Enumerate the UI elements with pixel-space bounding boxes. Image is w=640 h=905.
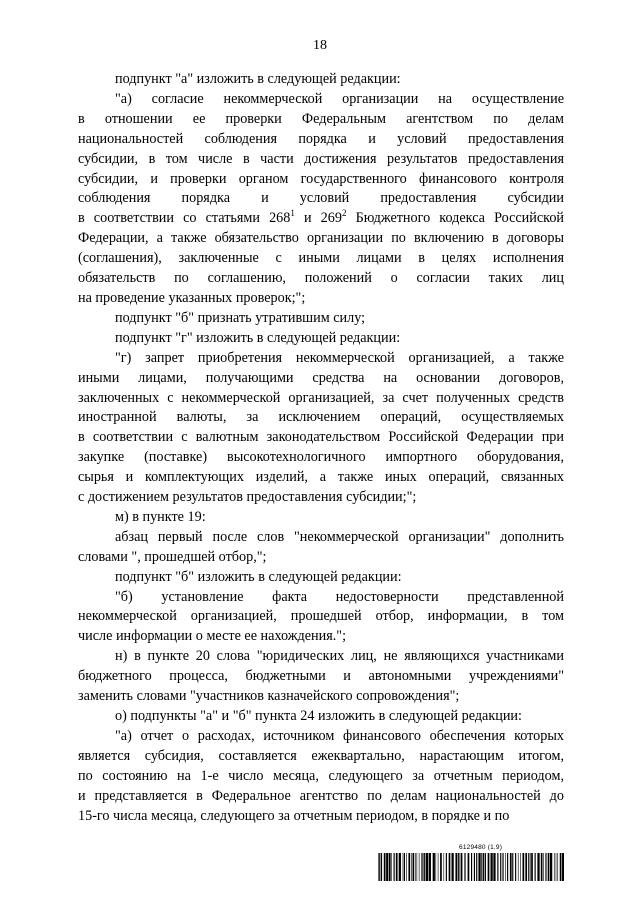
paragraph — [78, 647, 564, 707]
text-line: некоммерческой организацией, прошедшей отбор, информации, в том — [78, 608, 564, 625]
barcode-bar — [554, 853, 555, 881]
barcode-bar — [438, 853, 439, 881]
barcode-bar — [502, 853, 503, 881]
barcode-bar — [491, 853, 493, 881]
text-line: подпункт "б" признать утратившим силу; — [115, 309, 366, 326]
barcode-bar — [465, 853, 466, 881]
text-line: "а) отчет о расходах, источником финансового обеспечения которых — [115, 727, 564, 744]
barcode-bar — [518, 853, 519, 881]
barcode-bar — [446, 853, 447, 881]
paragraph — [78, 707, 564, 727]
barcode-bar — [381, 853, 382, 881]
barcode-bar — [476, 853, 477, 881]
barcode-bar — [399, 853, 401, 881]
document-code: 6129480 (1.9) — [459, 844, 503, 851]
paragraph — [78, 568, 564, 588]
barcode-bar — [500, 853, 501, 881]
text-line: национальностей соблюдения порядка и условий предоставления — [78, 130, 564, 147]
barcode-bar — [474, 853, 475, 881]
barcode-bar — [415, 853, 416, 881]
text-line: словами ", прошедшей отбор,"; — [78, 548, 267, 565]
document-body — [78, 70, 564, 826]
text-line: подпункт "г" изложить в следующей редакции: — [115, 329, 401, 346]
barcode-bar — [523, 853, 525, 881]
barcode-bar — [468, 853, 470, 881]
paragraph — [78, 329, 564, 349]
text-line: соблюдения порядка и условий предоставления субсидии — [78, 190, 564, 207]
text-line: Федерации, а также обязательство организации по включению в договоры — [78, 230, 564, 247]
paragraph — [78, 727, 564, 827]
text-line: иными лицами, получающими средства на основании договоров, — [78, 369, 564, 386]
paragraph — [78, 528, 564, 568]
article-ref-text: и 269 — [294, 210, 342, 227]
text-line: и представляется в Федеральное агентство по делам национальностей до — [78, 787, 564, 804]
text-line: заключенных с некоммерческой организацией, за счет полученных средств — [78, 389, 564, 406]
paragraph — [78, 588, 564, 648]
barcode-bar — [426, 853, 428, 881]
barcode-bar — [411, 853, 412, 881]
paragraph — [78, 309, 564, 329]
barcode-bar — [419, 853, 420, 881]
barcode-bar — [507, 853, 508, 881]
barcode-bar — [528, 853, 529, 881]
barcode-bar — [530, 853, 531, 881]
barcode-bar — [483, 853, 484, 881]
barcode-bar — [510, 853, 512, 881]
text-line: бюджетного процесса, бюджетными и автономными учреждениями" — [78, 668, 564, 685]
barcode-bar — [404, 853, 405, 881]
text-line: обязательств по соглашению, положений о согласии таких лиц — [78, 270, 564, 287]
barcode-bar — [433, 853, 435, 881]
barcode-bar — [512, 853, 513, 881]
barcode-bar — [378, 853, 379, 881]
barcode-bar — [389, 853, 391, 881]
barcode-image — [378, 853, 564, 881]
barcode-bar — [560, 853, 562, 881]
text-line: субсидии, в том числе в части достижения результатов предоставления — [78, 150, 564, 167]
barcode-bar — [464, 853, 465, 881]
barcode-bar — [394, 853, 395, 881]
barcode-bar — [449, 853, 451, 881]
barcode-bar — [535, 853, 536, 881]
barcode-bar — [406, 853, 407, 881]
text-line: заменить словами "участников казначейского сопровождения"; — [78, 688, 460, 705]
text-line: абзац первый после слов "некоммерческой организации" дополнить — [115, 528, 564, 545]
barcode-bar — [556, 853, 557, 881]
text-line: "а) согласие некоммерческой организации на осуществление — [115, 90, 564, 107]
text-line: в отношении ее проверки Федеральным агентством по делам — [78, 110, 564, 127]
barcode-bar — [481, 853, 482, 881]
paragraph — [78, 70, 564, 90]
barcode-bar — [531, 853, 533, 881]
barcode-bar — [515, 853, 516, 881]
paragraph — [78, 90, 564, 309]
barcode-bar — [408, 853, 410, 881]
text-line: субсидии, и проверки органом государственного финансового контроля — [78, 170, 564, 187]
text-line-with-superscripts — [78, 209, 564, 229]
barcode-bar — [436, 853, 437, 881]
text-line: иностранной валюты, за исключением операций, осуществляемых — [78, 409, 564, 426]
barcode-bar — [488, 853, 490, 881]
barcode-bar — [543, 853, 544, 881]
barcode-bar — [384, 853, 386, 881]
barcode-bar — [417, 853, 418, 881]
barcode-bar — [444, 853, 445, 881]
barcode-bar — [421, 853, 422, 881]
text-line: м) в пункте 19: — [115, 508, 206, 525]
barcode-bar — [440, 853, 442, 881]
text-line: "г) запрет приобретения некоммерческой организацией, а также — [115, 349, 564, 366]
text-line: закупке (поставке) высокотехнологичного импортного оборудования, — [78, 449, 564, 466]
text-line: подпункт "б" изложить в следующей редакции: — [115, 568, 402, 585]
barcode-bar — [461, 853, 463, 881]
text-line: (соглашения), заключенные с иными лицами в целях исполнения — [78, 250, 564, 267]
barcode-bar — [460, 853, 461, 881]
barcode-bar — [424, 853, 425, 881]
barcode-bar — [557, 853, 558, 881]
text-line: "б) установление факта недостоверности представленной — [115, 588, 564, 605]
barcode-bar — [537, 853, 539, 881]
barcode-bar — [413, 853, 415, 881]
barcode-bar — [391, 853, 392, 881]
text-line: сырья и комплектующих изделий, а также иных операций, связанных — [78, 469, 564, 486]
text-line: по состоянию на 1-е число месяца, следующего за отчетным периодом, — [78, 767, 564, 784]
article-ref-text: в соответствии со статьями 268 — [78, 210, 291, 227]
barcode-bar — [396, 853, 398, 881]
barcode-bar — [403, 853, 404, 881]
superscript: 1 — [290, 208, 295, 219]
barcode-bar — [429, 853, 431, 881]
text-line: 15-го числа месяца, следующего за отчетным периодом, в порядке и по — [78, 807, 510, 824]
barcode-bar — [379, 853, 380, 881]
barcode-bar — [493, 853, 495, 881]
text-line: числе информации о месте ее нахождения."; — [78, 628, 347, 645]
text-line: с достижением результатов предоставления субсидии;"; — [78, 489, 417, 506]
barcode-bar — [452, 853, 454, 881]
barcode-bar — [562, 853, 564, 881]
barcode-bar — [525, 853, 527, 881]
paragraph — [78, 508, 564, 528]
barcode-bar — [541, 853, 543, 881]
barcode-bar — [505, 853, 506, 881]
text-line: н) в пункте 20 слова "юридических лиц, не являющихся участниками — [115, 648, 564, 665]
barcode-bar — [545, 853, 546, 881]
barcode-bar — [497, 853, 498, 881]
superscript: 2 — [341, 208, 347, 219]
barcode-bar — [478, 853, 480, 881]
barcode-bar — [485, 853, 486, 881]
barcode-bar — [550, 853, 552, 881]
barcode-bar — [520, 853, 521, 881]
text-line: в соответствии с валютным законодательством Российской Федерации при — [78, 429, 564, 446]
barcode-bar — [455, 853, 457, 881]
barcode-bar — [386, 853, 388, 881]
barcode-bar — [458, 853, 459, 881]
barcode-bar — [548, 853, 550, 881]
text-line: является субсидия, составляется ежеквартально, нарастающим итогом, — [78, 747, 564, 764]
barcode-bar — [422, 853, 423, 881]
paragraph — [78, 349, 564, 508]
page-number: 18 — [313, 38, 327, 53]
text-line: на проведение указанных проверок;"; — [78, 289, 306, 306]
text-line: подпункт "а" изложить в следующей редакции: — [115, 71, 401, 87]
text-line: о) подпункты "а" и "б" пункта 24 изложить в следующей редакции: — [115, 708, 522, 724]
article-ref-text: Бюджетного кодекса Российской — [346, 210, 565, 227]
barcode-bar — [471, 853, 472, 881]
